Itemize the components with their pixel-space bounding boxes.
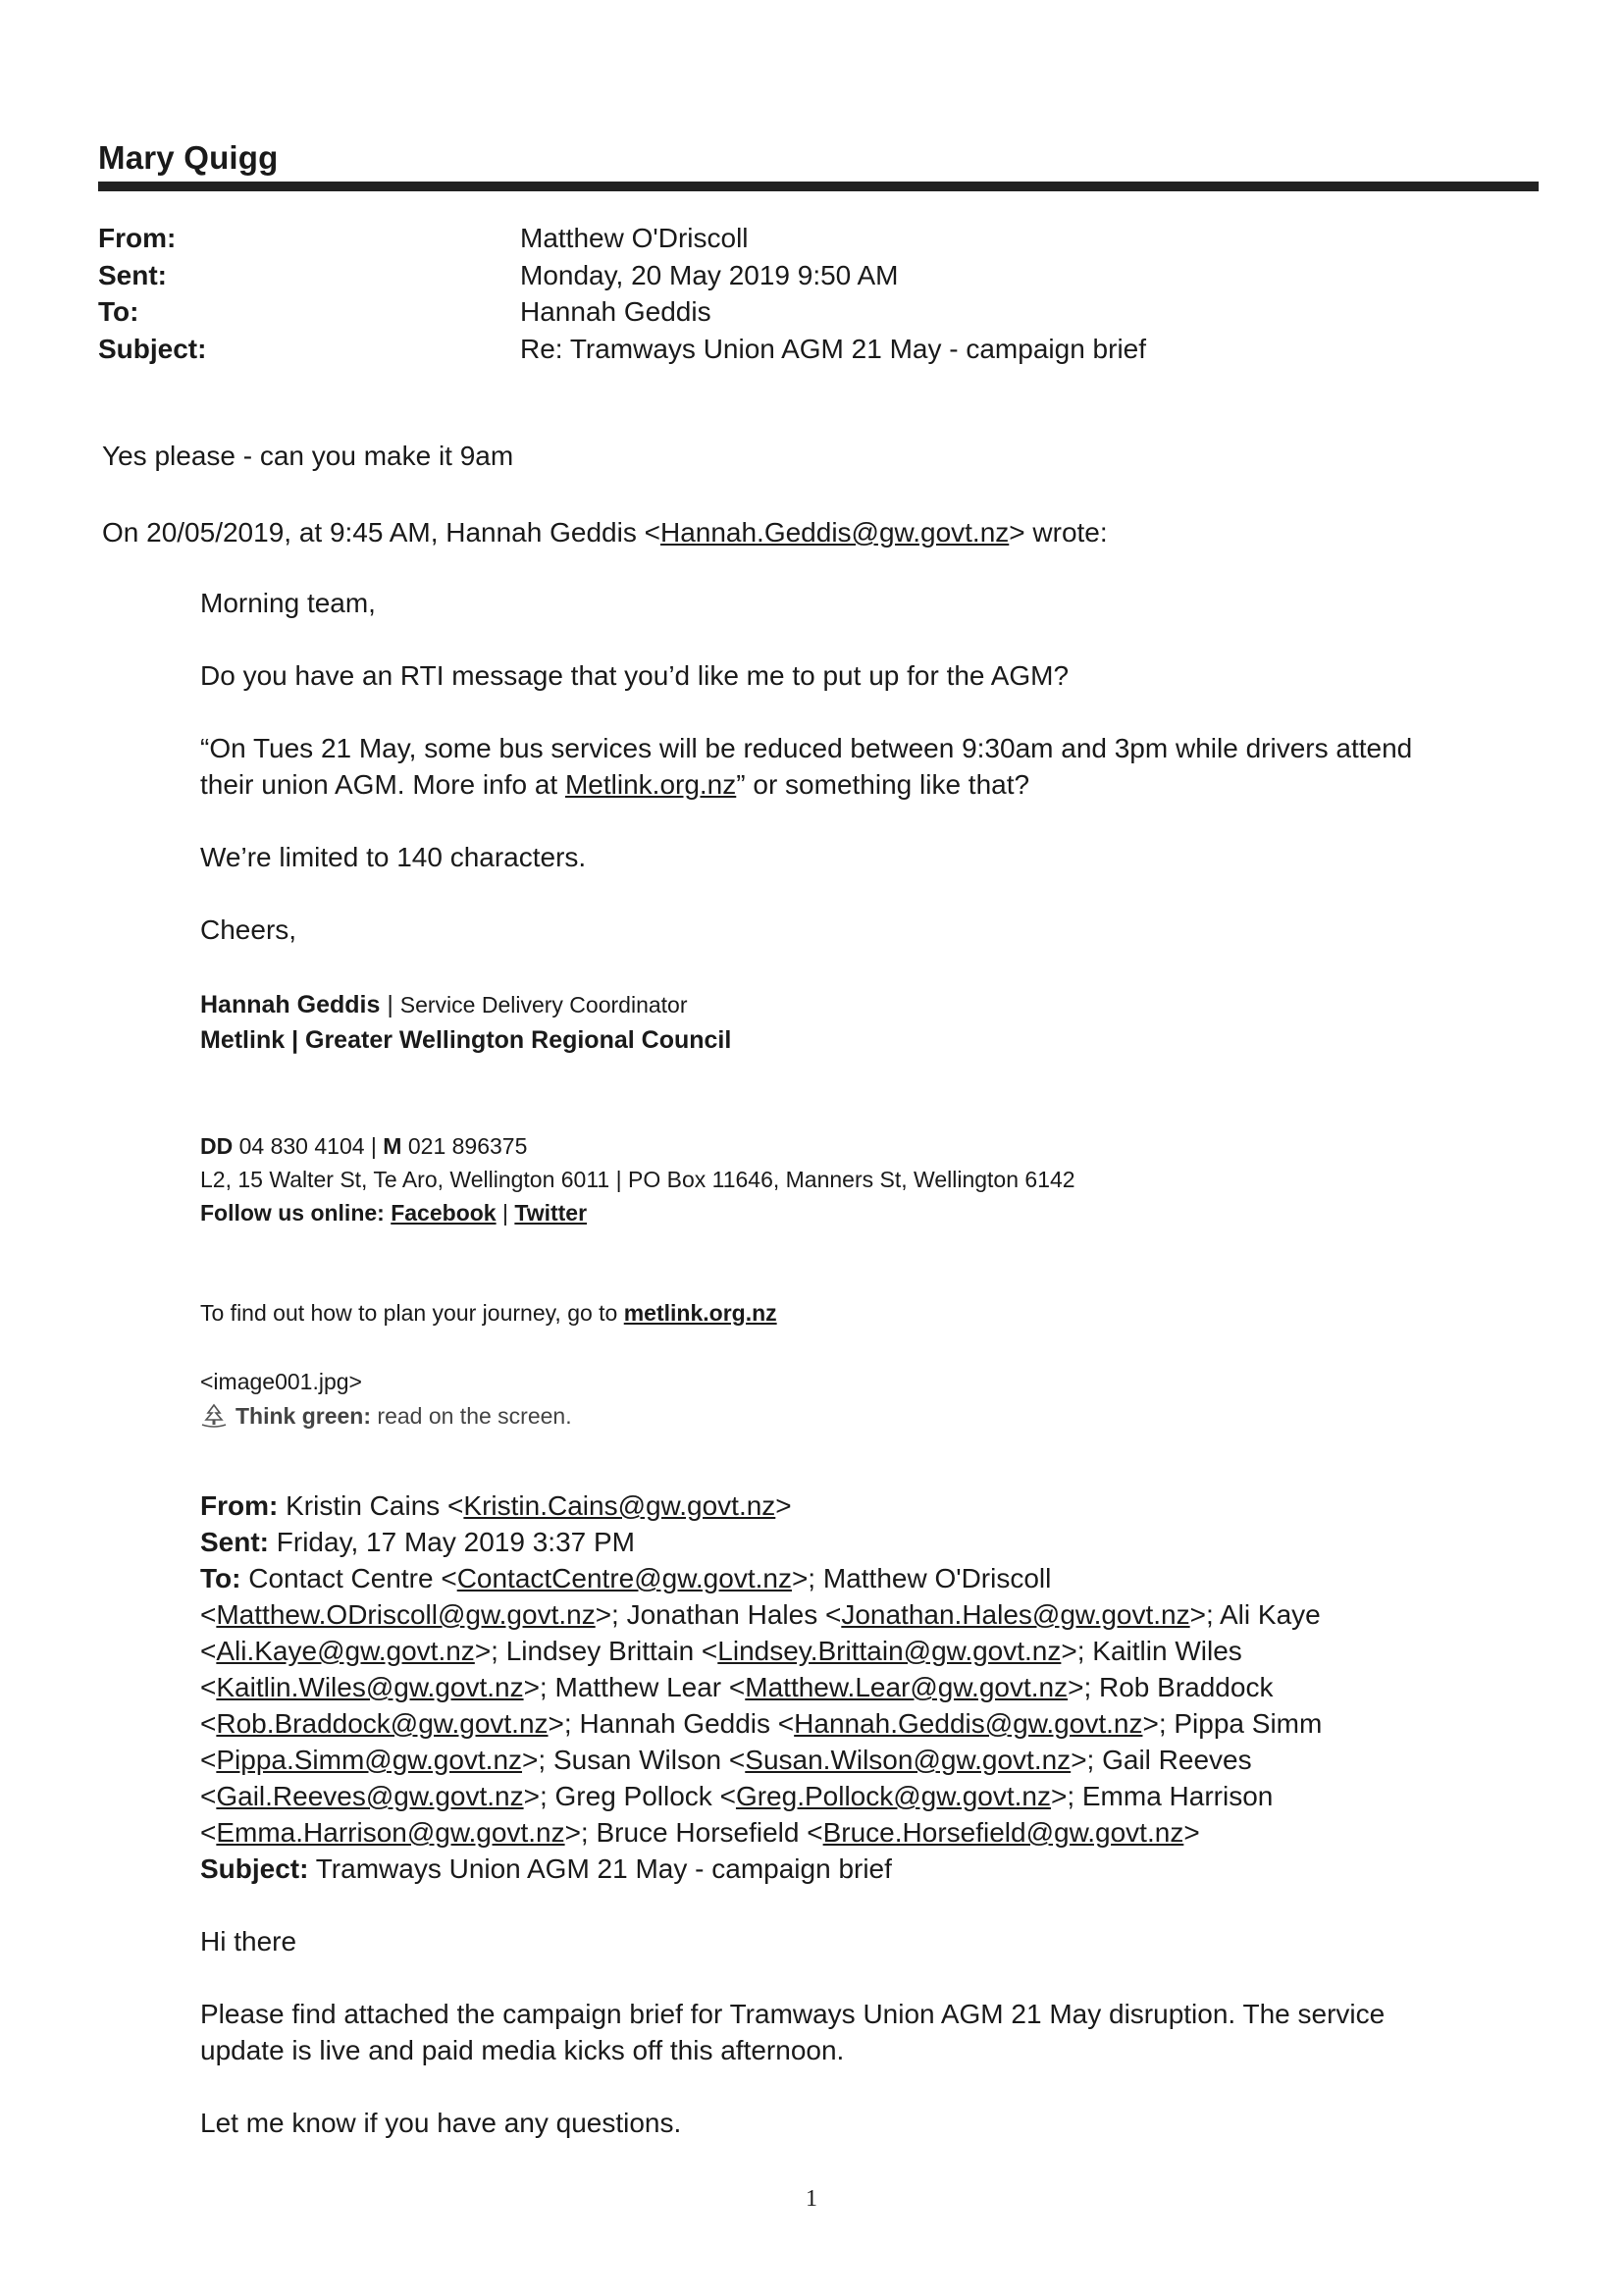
to-label: To: <box>98 296 139 327</box>
quoted-intro-email-link[interactable]: Hannah.Geddis@gw.govt.nz <box>659 517 1010 548</box>
metlink-plan-link[interactable]: metlink.org.nz <box>623 1300 777 1326</box>
fwd-to-text: >; Pippa Simm <box>1142 1708 1323 1739</box>
email-link[interactable]: Rob.Braddock@gw.govt.nz <box>216 1708 549 1739</box>
fwd-from-label: From: <box>200 1490 279 1521</box>
header-subject-row <box>98 331 1403 368</box>
fwd-subject-value: Tramways Union AGM 21 May - campaign brief <box>308 1853 892 1884</box>
fwd-subject-line <box>200 1851 892 1887</box>
signature-address: L2, 15 Walter St, Te Aro, Wellington 6011 | PO Box 11646, Manners St, Wellington 6142 <box>200 1167 1075 1192</box>
fwd-to-text: < <box>200 1636 217 1666</box>
header-to-row <box>98 293 1403 331</box>
fwd-subject-label: Subject: <box>200 1853 309 1884</box>
email-link[interactable]: Gail.Reeves@gw.govt.nz <box>216 1781 524 1811</box>
think-green-bold: Think green: <box>236 1403 372 1429</box>
quoted-intro-suffix: > wrote: <box>1009 517 1108 548</box>
fwd-to-line-5 <box>200 1705 1322 1742</box>
fwd-to-text: >; Kaitlin Wiles <box>1061 1636 1242 1666</box>
fwd-greeting: Hi there <box>200 1926 297 1957</box>
think-green-rest: read on the screen. <box>371 1403 572 1429</box>
recycle-tree-icon <box>200 1403 228 1429</box>
follow-sep: | <box>496 1200 515 1226</box>
header-sent-row <box>98 257 1403 294</box>
fwd-to-text: >; Hannah Geddis < <box>548 1708 795 1739</box>
reply-body: Yes please - can you make it 9am <box>102 441 514 471</box>
fwd-to-text: < <box>200 1817 217 1848</box>
fwd-to-text: < <box>200 1599 217 1630</box>
quoted-draft-line-2 <box>200 766 1029 803</box>
fwd-to-text: >; Emma Harrison <box>1050 1781 1274 1811</box>
email-link[interactable]: Kaitlin.Wiles@gw.govt.nz <box>216 1672 524 1702</box>
fwd-to-label: To: <box>200 1563 241 1593</box>
draft-line-2-prefix: their union AGM. More info at <box>200 769 565 800</box>
m-value: 021 896375 <box>401 1133 528 1159</box>
email-link[interactable]: Lindsey.Brittain@gw.govt.nz <box>717 1636 1062 1666</box>
to-value: Hannah Geddis <box>520 296 711 327</box>
fwd-to-line-1 <box>200 1560 1051 1596</box>
dd-value: 04 830 4104 | <box>233 1133 384 1159</box>
signature-org <box>200 1023 731 1057</box>
subject-value: Re: Tramways Union AGM 21 May - campaign brief <box>520 333 1147 364</box>
signature-org-text: Metlink | Greater Wellington Regional Council <box>200 1026 732 1054</box>
from-label: From: <box>98 223 177 253</box>
quoted-signoff: Cheers, <box>200 914 297 945</box>
email-header <box>98 220 1403 367</box>
email-link[interactable]: Emma.Harrison@gw.govt.nz <box>216 1817 565 1848</box>
email-link[interactable]: Greg.Pollock@gw.govt.nz <box>735 1781 1051 1811</box>
quoted-intro-prefix: On 20/05/2019, at 9:45 AM, Hannah Geddis < <box>102 517 660 548</box>
fwd-to-line-6 <box>200 1742 1252 1778</box>
fwd-body-line-2: update is live and paid media kicks off this afternoon. <box>200 2035 845 2065</box>
quoted-limit: We’re limited to 140 characters. <box>200 842 587 872</box>
fwd-from-close: > <box>775 1490 792 1521</box>
signature-name: Hannah Geddis <box>200 991 381 1018</box>
email-link[interactable]: Matthew.Lear@gw.govt.nz <box>745 1672 1069 1702</box>
facebook-link[interactable]: Facebook <box>391 1200 497 1226</box>
fwd-to-text: >; Matthew Lear < <box>523 1672 746 1702</box>
fwd-to-text: >; Rob Braddock <box>1068 1672 1274 1702</box>
header-from-row <box>98 220 1403 257</box>
signature-name-sep: | <box>380 991 400 1018</box>
title-rule <box>98 182 1539 191</box>
fwd-to-text: >; Greg Pollock < <box>523 1781 736 1811</box>
follow-label: Follow us online: <box>200 1200 392 1226</box>
twitter-link[interactable]: Twitter <box>514 1200 588 1226</box>
fwd-from-name: Kristin Cains < <box>278 1490 464 1521</box>
m-label: M <box>383 1133 402 1159</box>
fwd-to-line-7 <box>200 1778 1273 1814</box>
from-value: Matthew O'Driscoll <box>520 223 749 253</box>
quoted-intro <box>102 514 1108 550</box>
owner-name: Mary Quigg <box>98 139 279 176</box>
fwd-to-text: > <box>1183 1817 1200 1848</box>
fwd-sent-value: Friday, 17 May 2019 3:37 PM <box>269 1527 635 1557</box>
fwd-to-text: < <box>200 1781 217 1811</box>
email-link[interactable]: Ali.Kaye@gw.govt.nz <box>216 1636 475 1666</box>
fwd-to-text: >; Susan Wilson < <box>522 1745 746 1775</box>
quoted-question: Do you have an RTI message that you’d like me to put up for the AGM? <box>200 660 1070 691</box>
signature-name-line <box>200 988 688 1021</box>
sent-label: Sent: <box>98 259 167 290</box>
email-link[interactable]: Jonathan.Hales@gw.govt.nz <box>841 1599 1190 1630</box>
quoted-greeting: Morning team, <box>200 588 376 618</box>
fwd-to-text: < <box>200 1708 217 1739</box>
signature-role: Service Delivery Coordinator <box>399 992 688 1018</box>
subject-label: Subject: <box>98 333 207 364</box>
dd-label: DD <box>200 1133 234 1159</box>
image-placeholder: <image001.jpg> <box>200 1369 362 1394</box>
sent-value: Monday, 20 May 2019 9:50 AM <box>520 259 899 290</box>
fwd-to-text: >; Ali Kaye <box>1189 1599 1321 1630</box>
page-number: 1 <box>806 2186 817 2212</box>
fwd-to-text: < <box>200 1745 217 1775</box>
fwd-to-line-3 <box>200 1633 1242 1669</box>
fwd-sent-line <box>200 1524 635 1560</box>
fwd-closing: Let me know if you have any questions. <box>200 2108 682 2138</box>
fwd-to-line-4 <box>200 1669 1273 1705</box>
fwd-to-text: >; Bruce Horsefield < <box>564 1817 823 1848</box>
fwd-to-text: >; Lindsey Brittain < <box>474 1636 718 1666</box>
fwd-to-text: >; Matthew O'Driscoll <box>791 1563 1052 1593</box>
fwd-body-line-1: Please find attached the campaign brief for Tramways Union AGM 21 May disruption. The service <box>200 1999 1386 2029</box>
email-link[interactable]: Hannah.Geddis@gw.govt.nz <box>794 1708 1143 1739</box>
fwd-from-line <box>200 1487 792 1524</box>
quoted-draft-line-1: “On Tues 21 May, some bus services will be reduced between 9:30am and 3pm while drivers attend <box>200 733 1413 763</box>
fwd-to-text: < <box>200 1672 217 1702</box>
signature-plan-line <box>200 1297 777 1330</box>
draft-line-2-suffix: ” or something like that? <box>736 769 1030 800</box>
think-green-line <box>200 1400 572 1433</box>
signature-phone-line <box>200 1130 527 1163</box>
email-link[interactable]: Matthew.ODriscoll@gw.govt.nz <box>216 1599 596 1630</box>
fwd-to-text: >; Jonathan Hales < <box>595 1599 842 1630</box>
plan-prefix: To find out how to plan your journey, go to <box>200 1300 624 1326</box>
fwd-to-text: Contact Centre < <box>240 1563 457 1593</box>
signature-follow-line <box>200 1197 587 1229</box>
email-link[interactable]: Pippa.Simm@gw.govt.nz <box>216 1745 523 1775</box>
email-link[interactable]: ContactCentre@gw.govt.nz <box>456 1563 792 1593</box>
fwd-to-text: >; Gail Reeves <box>1071 1745 1252 1775</box>
fwd-sent-label: Sent: <box>200 1527 269 1557</box>
email-link[interactable]: Bruce.Horsefield@gw.govt.nz <box>822 1817 1184 1848</box>
fwd-from-email-link[interactable]: Kristin.Cains@gw.govt.nz <box>463 1490 776 1521</box>
fwd-to-line-8 <box>200 1814 1200 1851</box>
metlink-link[interactable]: Metlink.org.nz <box>564 769 737 800</box>
email-link[interactable]: Susan.Wilson@gw.govt.nz <box>745 1745 1072 1775</box>
fwd-to-line-2 <box>200 1596 1321 1633</box>
